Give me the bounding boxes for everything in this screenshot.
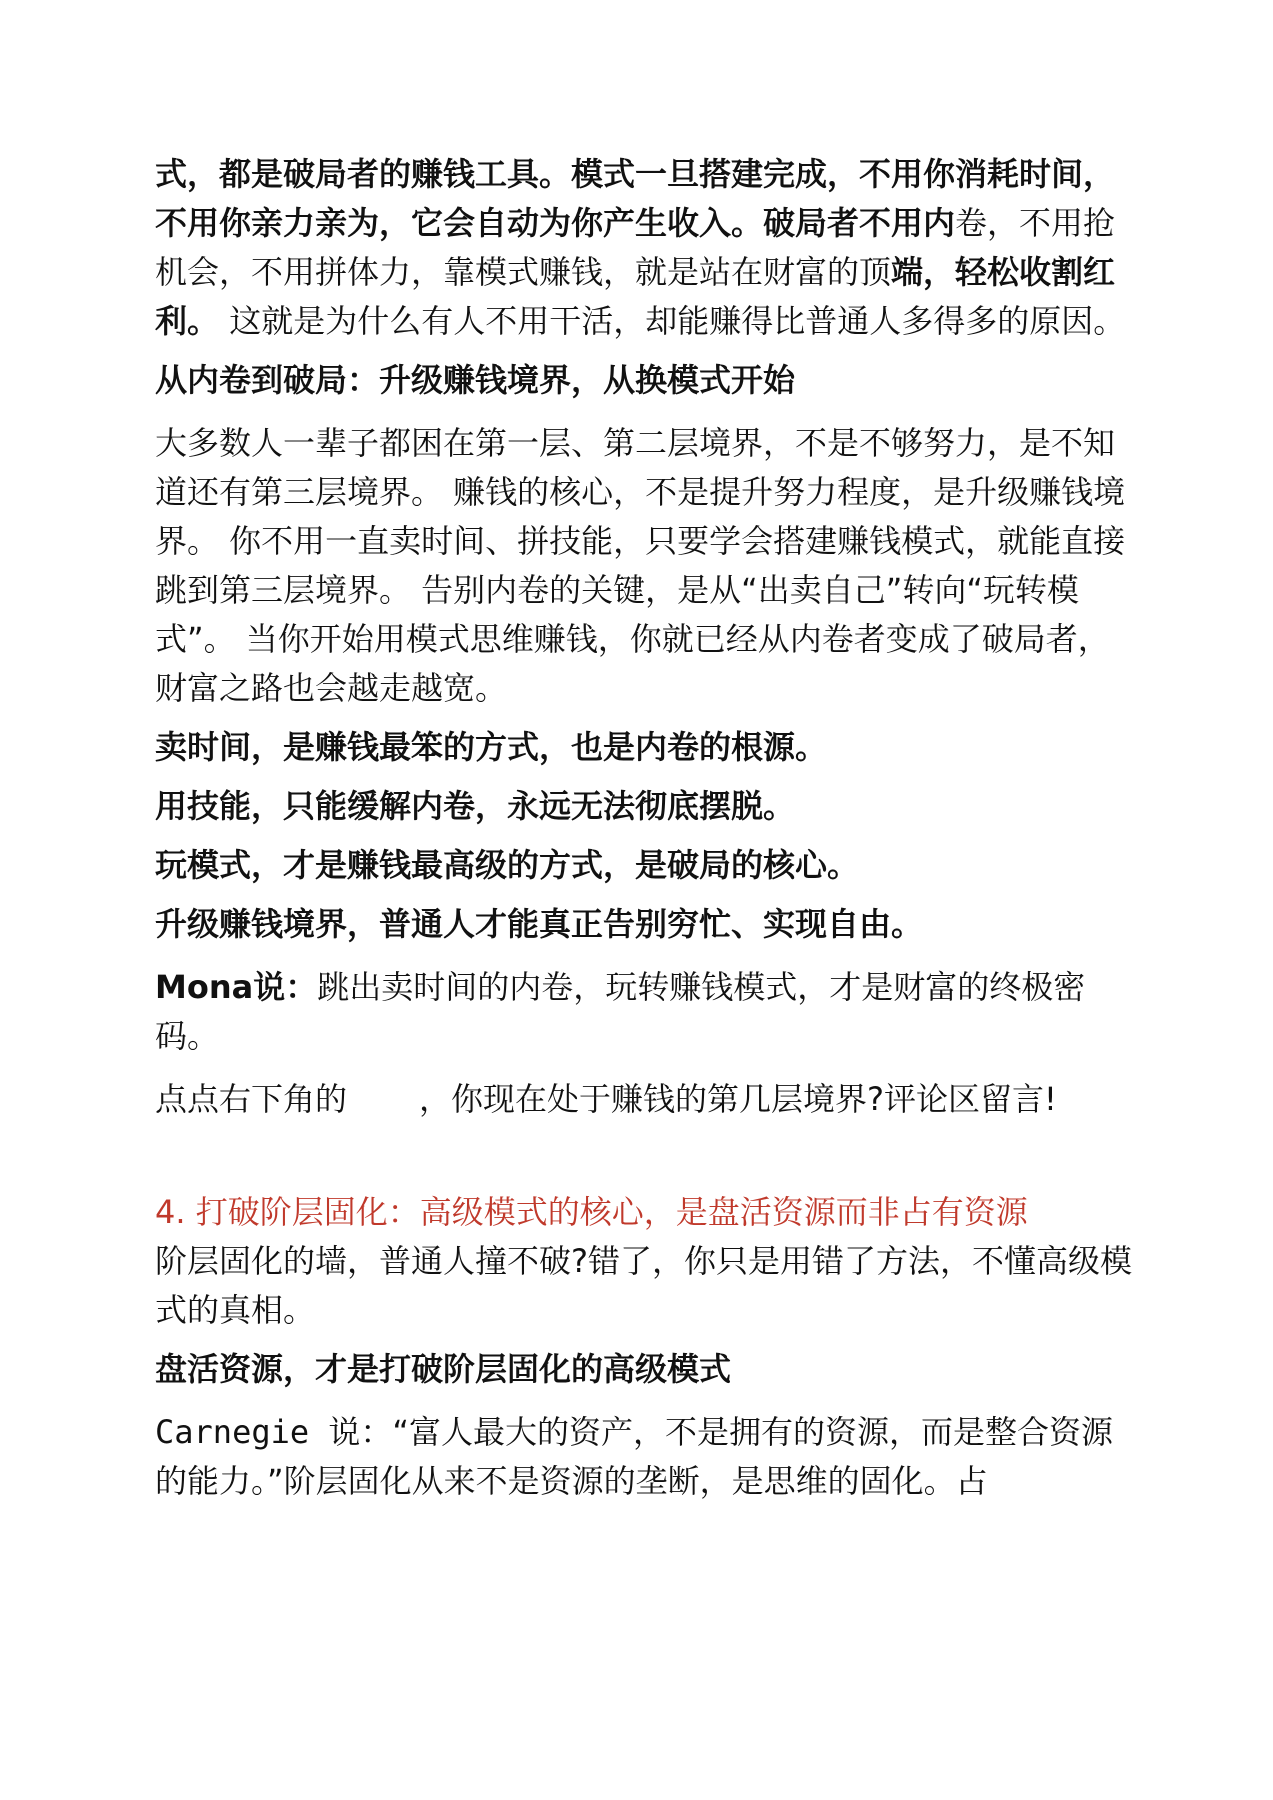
bold-text: 端，轻松收割红利。 <box>155 253 1116 340</box>
bold-statement: 升级赚钱境界，普通人才能真正告别穷忙、实现自由。 <box>155 905 924 943</box>
section-4-heading: 盘活资源，才是打破阶层固化的高级模式 <box>155 1350 732 1388</box>
cta-before: 点点右下角的 <box>155 1080 348 1118</box>
paragraph-upgrade-realm: 大多数人一辈子都困在第一层、第二层境界，不是不够努力，是不知道还有第三层境界。 赚钱的核心，不是提升努力程度，是升级赚钱境界。 你不用一直卖时间、拼技能，只要学会搭建赚钱模式，就能直接跳到第三层境界。 告别内卷的关键，是从“出卖自己”转向“玩转模式”。 当你开始用模式思维赚钱，你就已经从内卷者变成了破局者，财富之路也会越走越宽。 <box>155 424 1126 707</box>
carnegie-quote <box>155 1408 1135 1506</box>
mona-text: 跳出卖时间的内卷，玩转赚钱模式，才是财富的终极密码。 <box>155 968 1086 1055</box>
section-4-title: 4. 打破阶层固化：高级模式的核心，是盘活资源而非占有资源 <box>155 1193 1028 1231</box>
document-body <box>155 150 1135 1506</box>
mona-quote <box>155 963 1135 1061</box>
quote-prefix: Carnegie 说： <box>155 1413 393 1451</box>
bold-text: 式，都是破局者的赚钱工具。模式一旦搭建完成，不用你消耗时间，不用你亲力亲为，它会自动为你产生收入。破局者不用内 <box>155 155 1116 242</box>
normal-text: 卷，不用抢机会，不用拼体力，靠模式赚钱，就是站在财富的顶 <box>155 204 1116 291</box>
bold-statement: 玩模式，才是赚钱最高级的方式，是破局的核心。 <box>155 846 860 884</box>
mona-label: Mona说： <box>155 968 318 1006</box>
cta-after: ，你现在处于赚钱的第几层境界?评论区留言! <box>419 1080 1057 1118</box>
paragraph-model-tools <box>155 150 1135 346</box>
bold-statement: 用技能，只能缓解内卷，永远无法彻底摆脱。 <box>155 787 796 825</box>
call-to-action <box>155 1075 1135 1124</box>
bold-statement: 卖时间，是赚钱最笨的方式，也是内卷的根源。 <box>155 728 828 766</box>
section-heading: 从内卷到破局：升级赚钱境界，从换模式开始 <box>155 361 796 399</box>
section-4-intro: 阶层固化的墙，普通人撞不破?错了，你只是用错了方法，不懂高级模式的真相。 <box>155 1242 1132 1329</box>
quote-text: “富人最大的资产，不是拥有的资源，而是整合资源的能力。”阶层固化从来不是资源的垄断，是思维的固化。占 <box>155 1413 1113 1500</box>
normal-text: 这就是为什么有人不用干活，却能赚得比普通人多得多的原因。 <box>219 302 1126 340</box>
